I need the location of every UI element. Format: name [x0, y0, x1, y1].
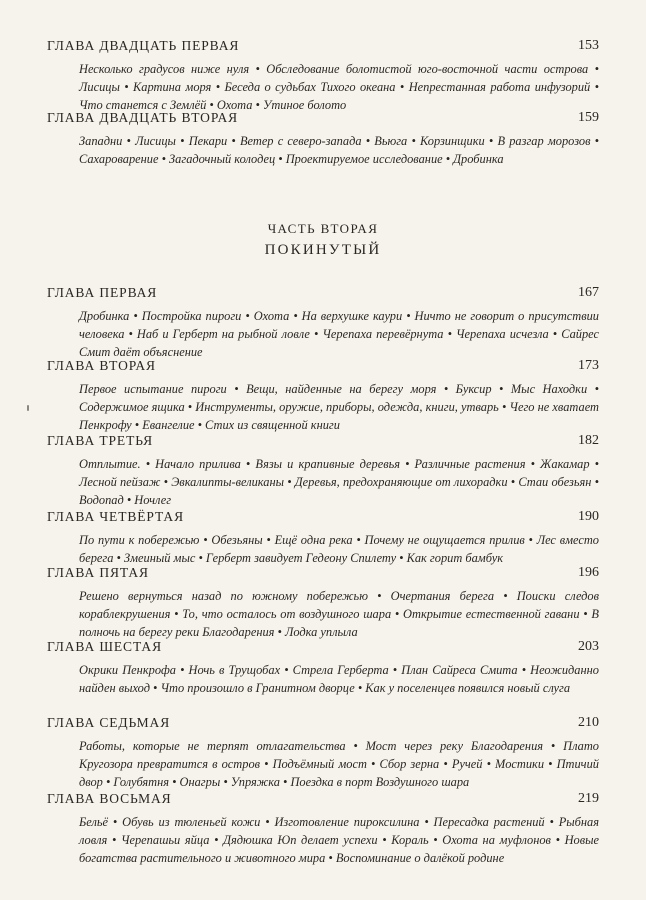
chapter-entry: [47, 110, 599, 168]
chapter-page-number: 167: [578, 285, 599, 300]
chapter-page-number: 190: [578, 509, 599, 524]
chapter-summary: Решено вернуться назад по южному побережью • Очертания берега • Поиски следов кораблекрушения • То, что осталось от воздушного шара • Открытие естественной гавани • В полночь на берегу реки Благодарения • Лодка уплыла: [79, 589, 599, 639]
part-label: ЧАСТЬ ВТОРАЯ: [267, 221, 379, 236]
chapter-page-number: 219: [578, 791, 599, 806]
chapter-heading: [47, 509, 599, 525]
chapter-summary: Работы, которые не терпят отлагательства • Мост через реку Благодарения • Плато Кругозора превратится в остров • Подъёмный мост • Сбор зерна • Ручей • Мостики • Птичий двор • Голубятня • Онагры • Упряжка • Поездка в порт Воздушного шара: [79, 739, 599, 789]
chapter-title[interactable]: ГЛАВА ДВАДЦАТЬ ВТОРАЯ: [47, 110, 239, 125]
chapter-summary: По пути к побережью • Обезьяны • Ещё одна река • Почему не ощущается прилив • Лес вместо берега • Змеиный мыс • Герберт завидует Гедеону Спилету • Как горит бамбук: [79, 533, 599, 565]
chapter-entry: [47, 791, 599, 867]
chapter-title[interactable]: ГЛАВА ДВАДЦАТЬ ПЕРВАЯ: [47, 38, 240, 53]
chapter-summary: Окрики Пенкрофа • Ночь в Трущобах • Стрела Герберта • План Сайреса Смита • Неожиданно найден выход • Что произошло в Гранитном дворце • Как у поселенцев появился новый слуга: [79, 663, 599, 695]
chapter-title[interactable]: ГЛАВА СЕДЬМАЯ: [47, 715, 171, 730]
chapter-page-number: 203: [578, 639, 599, 654]
chapter-summary: Дробинка • Постройка пироги • Охота • На верхушке каури • Ничто не говорит о присутствии человека • Наб и Герберт на рыбной ловле • Черепаха перевёрнута • Черепаха исчезла • Сайрес Смит даёт объяснение: [79, 309, 599, 359]
paper-speck: [27, 405, 29, 411]
chapter-entry: [47, 38, 599, 114]
chapter-page-number: 153: [578, 38, 599, 53]
chapter-summary: Отплытие. • Начало прилива • Вязы и крапивные деревья • Различные растения • Жакамар • Лесной пейзаж • Эвкалипты-великаны • Деревья, предохраняющие от лихорадки • Стаи обезьян • Водопад • Ночлег: [79, 457, 599, 507]
chapter-entry: [47, 285, 599, 361]
chapter-heading: [47, 565, 599, 581]
chapter-page-number: 182: [578, 433, 599, 448]
chapter-entry: [47, 358, 599, 434]
chapter-title[interactable]: ГЛАВА ШЕСТАЯ: [47, 639, 162, 654]
chapter-title[interactable]: ГЛАВА ТРЕТЬЯ: [47, 433, 154, 448]
chapter-heading: [47, 358, 599, 374]
chapter-heading: [47, 110, 599, 126]
chapter-heading: [47, 285, 599, 301]
chapter-entry: [47, 433, 599, 509]
part-title: ПОКИНУТЫЙ: [264, 242, 382, 258]
chapter-entry: [47, 639, 599, 697]
chapter-heading: [47, 791, 599, 807]
chapter-summary: Западни • Лисицы • Пекари • Ветер с северо-запада • Вьюга • Корзинщики • В разгар морозов • Сахароварение • Загадочный колодец • Проектируемое исследование • Дробинка: [79, 134, 599, 166]
chapter-title[interactable]: ГЛАВА ВТОРАЯ: [47, 358, 156, 373]
chapter-title[interactable]: ГЛАВА ПЕРВАЯ: [47, 285, 158, 300]
chapter-summary: Несколько градусов ниже нуля • Обследование болотистой юго-восточной части острова • Лисицы • Картина моря • Беседа о судьбах Тихого океана • Непрестанная работа инфузорий • Что станется с Землёй • Охота • Утиное болото: [79, 62, 599, 112]
chapter-summary: Бельё • Обувь из тюленьей кожи • Изготовление пироксилина • Пересадка растений • Рыбная ловля • Черепашьи яйца • Дядюшка Юп делает успехи • Кораль • Охота на муфлонов • Новые богатства растительного и животного мира • Воспоминание о далёкой родине: [79, 815, 599, 865]
chapter-entry: [47, 715, 599, 791]
chapter-heading: [47, 38, 599, 54]
chapter-heading: [47, 639, 599, 655]
chapter-heading: [47, 715, 599, 731]
chapter-page-number: 173: [578, 358, 599, 373]
chapter-summary: Первое испытание пироги • Вещи, найденные на берегу моря • Буксир • Мыс Находки • Содержимое ящика • Инструменты, оружие, приборы, одежда, книги, утварь • Чего не хватает Пенкрофу • Евангелие • Стих из священной книги: [79, 382, 599, 432]
chapter-page-number: 196: [578, 565, 599, 580]
chapter-entry: [47, 509, 599, 567]
chapter-title[interactable]: ГЛАВА ВОСЬМАЯ: [47, 791, 172, 806]
chapter-page-number: 159: [578, 110, 599, 125]
chapter-entry: [47, 565, 599, 641]
chapter-title[interactable]: ГЛАВА ПЯТАЯ: [47, 565, 149, 580]
chapter-page-number: 210: [578, 715, 599, 730]
chapter-heading: [47, 433, 599, 449]
chapter-title[interactable]: ГЛАВА ЧЕТВЁРТАЯ: [47, 509, 184, 524]
